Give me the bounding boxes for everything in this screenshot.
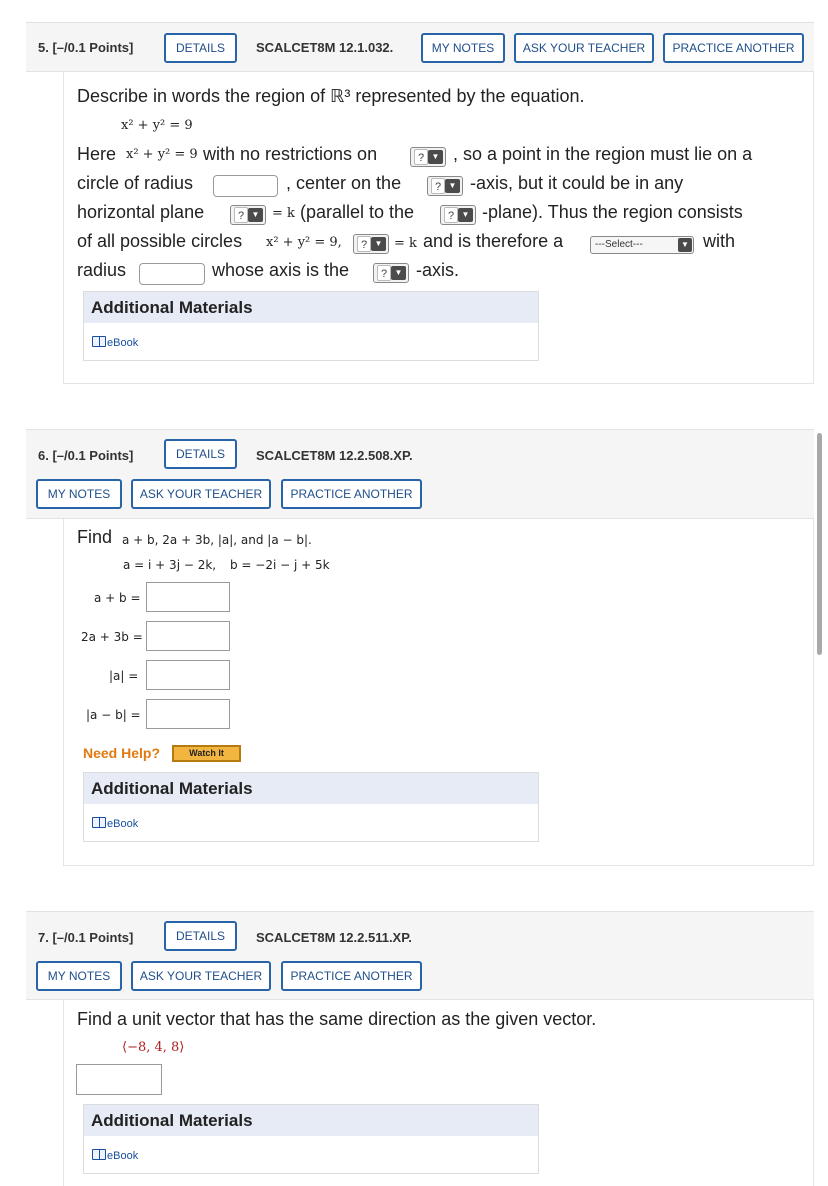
q5-text: , so a point in the region must lie on a (453, 144, 753, 164)
chevron-down-icon: ▼ (428, 150, 443, 164)
ebook-label: eBook (107, 818, 139, 830)
q5-text: and is therefore a (423, 231, 564, 251)
q6-number: 6. [–/0.1 Points] (38, 448, 134, 463)
q5-text: -axis, but it could be in any (470, 173, 684, 193)
q5-text: whose axis is the (212, 260, 350, 280)
q6-label-linear: 2a + 3b = (81, 630, 143, 644)
chevron-down-icon: ▼ (678, 238, 692, 252)
question-mark-icon: ? (234, 207, 248, 223)
q5-axis-dropdown[interactable] (373, 263, 409, 283)
q5-ask-teacher-button[interactable]: ASK YOUR TEACHER (514, 33, 654, 63)
q5-code: SCALCET8M 12.1.032. (256, 40, 394, 55)
q5-text: Here (77, 144, 117, 164)
q5-text: horizontal plane (77, 202, 205, 222)
q5-variable-dropdown[interactable] (410, 147, 446, 167)
q5-eq-k: = k (394, 236, 417, 251)
q6-label-norm: |a| = (109, 669, 139, 683)
page-scrollbar[interactable] (817, 433, 822, 655)
q5-ebook-link[interactable] (92, 336, 138, 349)
question-mark-icon: ? (444, 207, 458, 223)
question-mark-icon: ? (377, 265, 391, 281)
q7-vector: ⟨−8, 4, 8⟩ (122, 1040, 185, 1055)
q6-label-diff: |a − b| = (86, 708, 141, 722)
q6-ask-teacher-button[interactable]: ASK YOUR TEACHER (131, 479, 271, 509)
q6-label-sum: a + b = (94, 591, 141, 605)
q6-watch-it-button[interactable]: Watch It (172, 745, 241, 762)
q6-my-notes-button[interactable]: MY NOTES (36, 479, 122, 509)
q7-prompt: Find a unit vector that has the same direction as the given vector. (77, 1009, 597, 1029)
q5-eq-k: = k (272, 206, 295, 221)
q7-unit-vector-input[interactable] (76, 1064, 162, 1095)
chevron-down-icon: ▼ (248, 208, 263, 222)
q5-text: , center on the (286, 173, 402, 193)
q6-ebook-link[interactable] (92, 817, 138, 830)
q5-number: 5. [–/0.1 Points] (38, 40, 134, 55)
q6-details-button[interactable]: DETAILS (164, 439, 237, 469)
q7-number: 7. [–/0.1 Points] (38, 930, 134, 945)
q5-inline-equation: x² + y² = 9, (266, 235, 342, 250)
chevron-down-icon: ▼ (458, 208, 473, 222)
q7-code: SCALCET8M 12.2.511.XP. (256, 930, 412, 945)
q5-shape-radius-input[interactable] (139, 263, 205, 285)
q5-text: (parallel to the (300, 202, 415, 222)
additional-materials-title: Additional Materials (84, 292, 538, 323)
q7-ask-teacher-button[interactable]: ASK YOUR TEACHER (131, 961, 271, 991)
q6-given-a: a = i + 3j − 2k, (123, 558, 217, 572)
additional-materials-title: Additional Materials (84, 773, 538, 804)
q7-header (26, 911, 814, 1000)
q6-difference-input[interactable] (146, 699, 230, 729)
q5-parallel-plane-dropdown[interactable] (440, 205, 476, 225)
q6-code: SCALCET8M 12.2.508.XP. (256, 448, 413, 463)
q7-additional-materials (83, 1104, 539, 1174)
q5-text: -plane). Thus the region consists (482, 202, 743, 222)
q5-text: -axis. (416, 260, 460, 280)
chevron-down-icon: ▼ (371, 237, 386, 251)
q5-shape-select[interactable] (590, 236, 694, 254)
q6-find-expression: a + b, 2a + 3b, |a|, and |a − b|. (122, 533, 312, 547)
q5-practice-another-button[interactable]: PRACTICE ANOTHER (663, 33, 804, 63)
q5-my-notes-button[interactable]: MY NOTES (421, 33, 505, 63)
additional-materials-title: Additional Materials (84, 1105, 538, 1136)
q6-practice-another-button[interactable]: PRACTICE ANOTHER (281, 479, 422, 509)
q5-prompt: Describe in words the region of ℝ³ represented by the equation. (77, 86, 585, 106)
question-mark-icon: ? (431, 178, 445, 194)
q7-ebook-link[interactable] (92, 1149, 138, 1162)
q5-text: of all possible circles (77, 231, 243, 251)
question-mark-icon: ? (414, 149, 428, 165)
q7-details-button[interactable]: DETAILS (164, 921, 237, 951)
chevron-down-icon: ▼ (445, 179, 460, 193)
q5-center-axis-dropdown[interactable] (427, 176, 463, 196)
q5-details-button[interactable]: DETAILS (164, 33, 237, 63)
book-icon (92, 336, 106, 347)
q6-header (26, 429, 814, 519)
q5-header (26, 22, 814, 72)
q7-my-notes-button[interactable]: MY NOTES (36, 961, 122, 991)
q6-given-b: b = −2i − j + 5k (230, 558, 330, 572)
q6-additional-materials (83, 772, 539, 842)
ebook-label: eBook (107, 337, 139, 349)
q5-text: with no restrictions on (203, 144, 378, 164)
q6-need-help: Need Help? (83, 745, 161, 761)
q5-additional-materials (83, 291, 539, 361)
book-icon (92, 817, 106, 828)
q5-text: circle of radius (77, 173, 194, 193)
q5-circle-variable-dropdown[interactable] (353, 234, 389, 254)
q5-text: with (703, 231, 736, 251)
ebook-label: eBook (107, 1150, 139, 1162)
chevron-down-icon: ▼ (391, 266, 406, 280)
q5-plane-variable-dropdown[interactable] (230, 205, 266, 225)
q7-practice-another-button[interactable]: PRACTICE ANOTHER (281, 961, 422, 991)
q5-radius-input[interactable] (213, 175, 278, 197)
q5-equation: x² + y² = 9 (121, 118, 193, 133)
select-placeholder: ---Select--- (595, 239, 643, 250)
q5-inline-equation: x² + y² = 9 (126, 147, 198, 162)
q6-norm-input[interactable] (146, 660, 230, 690)
book-icon (92, 1149, 106, 1160)
q6-find: Find (77, 527, 113, 547)
question-mark-icon: ? (357, 236, 371, 252)
q6-linear-combo-input[interactable] (146, 621, 230, 651)
q6-sum-input[interactable] (146, 582, 230, 612)
q5-text: radius (77, 260, 127, 280)
